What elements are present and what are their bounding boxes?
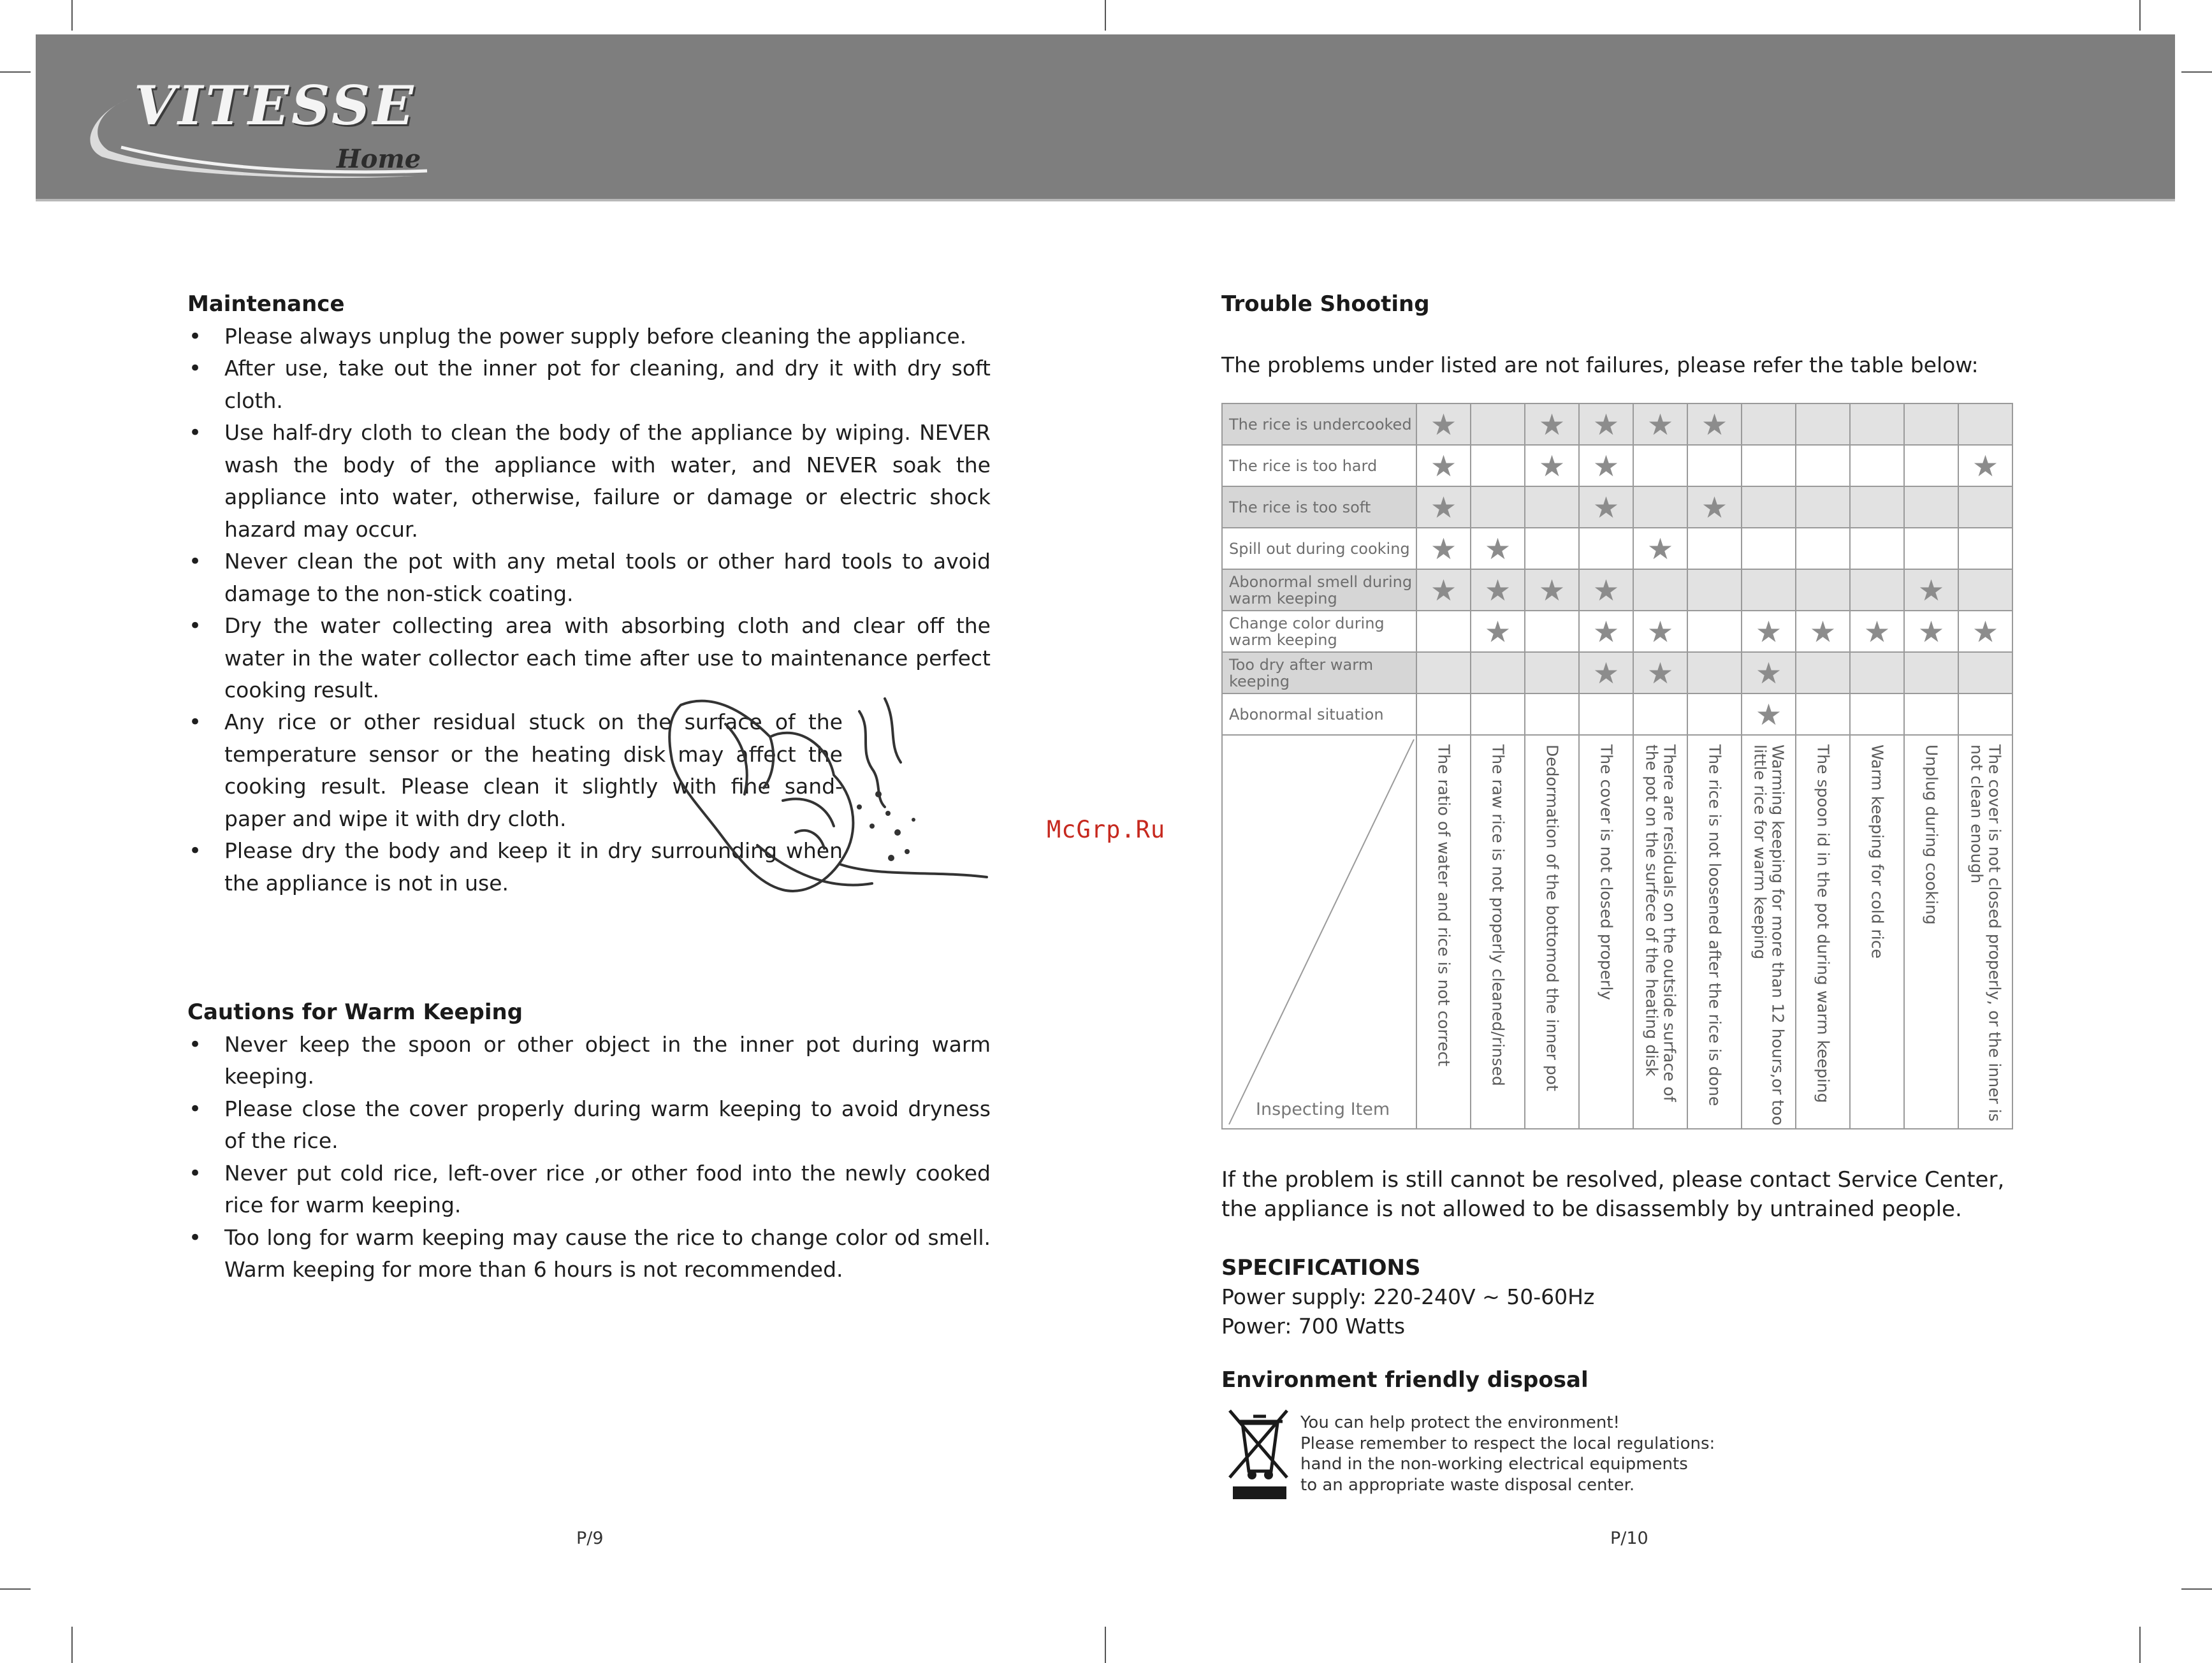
star-icon: ★ bbox=[1647, 655, 1674, 690]
table-cell bbox=[1416, 569, 1471, 611]
cause-label: Unplug during cooking bbox=[1922, 744, 1941, 925]
cause-cell bbox=[1471, 735, 1525, 1129]
table-cell bbox=[1904, 445, 1958, 486]
disposal-line: Please remember to respect the local regulations: bbox=[1300, 1434, 1715, 1453]
table-cell bbox=[1742, 694, 1796, 735]
problem-label: Abonormal smell during warm keeping bbox=[1222, 569, 1416, 611]
crop-mark bbox=[0, 1588, 31, 1590]
after-table-note: If the problem is still cannot be resolved, please contact Service Center, the appliance is not allowed to be disassembly by untrained people. bbox=[1221, 1167, 2005, 1222]
table-cell bbox=[1633, 445, 1687, 486]
table-cell bbox=[1579, 445, 1633, 486]
table-cell bbox=[1904, 611, 1958, 652]
table-cell bbox=[1416, 652, 1471, 694]
cause-cell bbox=[1958, 735, 2012, 1129]
crop-mark bbox=[71, 1627, 73, 1663]
table-cell bbox=[1471, 611, 1525, 652]
star-icon: ★ bbox=[1484, 531, 1511, 566]
star-icon: ★ bbox=[1592, 614, 1620, 649]
table-cell bbox=[1687, 403, 1742, 445]
table-cell bbox=[1796, 611, 1850, 652]
table-cell bbox=[1742, 445, 1796, 486]
list-item: • Any rice or other residual stuck on the surface of the temperature sensor or the heating disk may affect the cooking result. Please clean it slightly with fine sand-paper and wipe it with dry cloth. bbox=[187, 706, 843, 835]
brand-logo bbox=[83, 61, 440, 195]
table-cell bbox=[1742, 403, 1796, 445]
table-cell bbox=[1579, 652, 1633, 694]
crop-mark bbox=[1105, 1627, 1106, 1663]
star-icon: ★ bbox=[1755, 614, 1782, 649]
table-row bbox=[1222, 403, 2012, 445]
list-item: • Never keep the spoon or other object in the inner pot during warm keeping. bbox=[187, 1029, 991, 1093]
list-item: • Please always unplug the power supply before cleaning the appliance. bbox=[187, 321, 991, 353]
list-item: • Never put cold rice, left-over rice ,or other food into the newly cooked rice for warm keeping. bbox=[187, 1158, 991, 1222]
table-cell bbox=[1796, 652, 1850, 694]
table-cell bbox=[1416, 486, 1471, 528]
table-cell bbox=[1742, 569, 1796, 611]
cause-cell bbox=[1416, 735, 1471, 1129]
table-cell bbox=[1904, 569, 1958, 611]
table-cell bbox=[1742, 528, 1796, 569]
table-cell bbox=[1850, 652, 1904, 694]
table-cell bbox=[1416, 694, 1471, 735]
table-cell bbox=[1633, 528, 1687, 569]
disposal-line: to an appropriate waste disposal center. bbox=[1300, 1475, 1635, 1495]
table-cell bbox=[1958, 528, 2012, 569]
cause-cell bbox=[1796, 735, 1850, 1129]
table-cell bbox=[1904, 528, 1958, 569]
table-row bbox=[1222, 445, 2012, 486]
table-cell bbox=[1471, 694, 1525, 735]
cause-label: The cover is not closed properly bbox=[1597, 744, 1616, 1001]
table-cell bbox=[1471, 528, 1525, 569]
star-icon: ★ bbox=[1538, 572, 1566, 607]
table-cell bbox=[1471, 445, 1525, 486]
cause-cell bbox=[1525, 735, 1579, 1129]
table-cell bbox=[1525, 611, 1579, 652]
page-number-right: P/10 bbox=[1610, 1529, 1648, 1548]
star-icon: ★ bbox=[1430, 490, 1457, 525]
table-cell bbox=[1687, 528, 1742, 569]
list-item: • Please dry the body and keep it in dry surrounding when the appliance is not in use. bbox=[187, 835, 843, 899]
table-cell bbox=[1471, 403, 1525, 445]
table-cell bbox=[1904, 403, 1958, 445]
star-icon: ★ bbox=[1430, 572, 1457, 607]
table-cell bbox=[1958, 611, 2012, 652]
table-cell bbox=[1904, 694, 1958, 735]
disposal-title bbox=[1221, 1364, 2037, 1397]
table-cell bbox=[1958, 694, 2012, 735]
star-icon: ★ bbox=[1592, 448, 1620, 483]
table-cell bbox=[1796, 403, 1850, 445]
hand-wiping-illustration bbox=[668, 686, 1000, 922]
table-cell bbox=[1416, 403, 1471, 445]
table-row bbox=[1222, 528, 2012, 569]
page-number-left: P/9 bbox=[576, 1529, 604, 1548]
crop-mark bbox=[2181, 1588, 2212, 1590]
corner-cell bbox=[1222, 735, 1416, 1129]
table-cell bbox=[1742, 486, 1796, 528]
problem-label: Too dry after warm keeping bbox=[1222, 652, 1416, 694]
warm-keeping-list bbox=[187, 1029, 991, 1286]
star-icon: ★ bbox=[1592, 407, 1620, 442]
star-icon: ★ bbox=[1701, 407, 1728, 442]
star-icon: ★ bbox=[1972, 448, 1999, 483]
cause-cell bbox=[1633, 735, 1687, 1129]
table-cell bbox=[1687, 445, 1742, 486]
table-cell bbox=[1633, 611, 1687, 652]
table-cell bbox=[1850, 403, 1904, 445]
table-cell bbox=[1742, 611, 1796, 652]
crop-mark bbox=[71, 0, 73, 31]
table-cell bbox=[1525, 486, 1579, 528]
table-cell bbox=[1796, 445, 1850, 486]
cause-cell bbox=[1904, 735, 1958, 1129]
table-cell bbox=[1850, 528, 1904, 569]
star-icon: ★ bbox=[1484, 614, 1511, 649]
crop-mark bbox=[2139, 0, 2141, 31]
logo-subtext: Home bbox=[337, 144, 421, 174]
table-cell bbox=[1579, 486, 1633, 528]
table-row bbox=[1222, 652, 2012, 694]
table-cell bbox=[1471, 486, 1525, 528]
crop-mark bbox=[1105, 0, 1106, 31]
table-cell bbox=[1525, 403, 1579, 445]
logo-text: VITESSE bbox=[134, 74, 416, 137]
star-icon: ★ bbox=[1809, 614, 1837, 649]
specifications-section bbox=[1221, 1253, 2037, 1341]
table-cell bbox=[1958, 652, 2012, 694]
table-cell bbox=[1525, 528, 1579, 569]
table-cell bbox=[1742, 652, 1796, 694]
list-item: • Use half-dry cloth to clean the body of the appliance by wiping. NEVER wash the body of the appliance with water, and NEVER soak the appliance into water, otherwise, failure or damage or electric shock hazard may occur. bbox=[187, 417, 991, 546]
trouble-shooting-table bbox=[1221, 403, 2013, 1129]
disposal-line: hand in the non-working electrical equipments bbox=[1300, 1455, 1688, 1474]
specifications-title: SPECIFICATIONS bbox=[1221, 1255, 1421, 1281]
table-cell bbox=[1471, 569, 1525, 611]
cause-label: Warming keeping for more than 12 hours,or too little rice for warm keeping bbox=[1750, 744, 1787, 1126]
table-cell bbox=[1687, 694, 1742, 735]
trouble-shooting-intro: The problems under listed are not failures, please refer the table below: bbox=[1221, 352, 1979, 377]
table-cell bbox=[1525, 569, 1579, 611]
table-row bbox=[1222, 611, 2012, 652]
list-item: • Too long for warm keeping may cause the rice to change color od smell. Warm keeping for more than 6 hours is not recommended. bbox=[187, 1222, 991, 1286]
table-cell bbox=[1633, 569, 1687, 611]
cause-label: The ratio of water and rice is not correct bbox=[1434, 744, 1453, 1066]
warm-keeping-section bbox=[187, 996, 991, 1286]
table-cell bbox=[1687, 611, 1742, 652]
problem-label: The rice is undercooked bbox=[1222, 403, 1416, 445]
cause-label: Dedormation of the bottomod the inner pot bbox=[1543, 744, 1562, 1091]
trouble-table bbox=[1221, 403, 2012, 1141]
problem-label: The rice is too soft bbox=[1222, 486, 1416, 528]
table-cell bbox=[1796, 486, 1850, 528]
disposal-line: You can help protect the environment! bbox=[1300, 1413, 1620, 1432]
problem-label: Change color during warm keeping bbox=[1222, 611, 1416, 652]
left-column bbox=[187, 288, 991, 702]
table-cell bbox=[1579, 611, 1633, 652]
trouble-shooting-section bbox=[1221, 288, 2031, 381]
table-cell bbox=[1904, 486, 1958, 528]
star-icon: ★ bbox=[1863, 614, 1891, 649]
list-item: • Never clean the pot with any metal tools or other hard tools to avoid damage to the non-stick coating. bbox=[187, 546, 991, 610]
table-cell bbox=[1850, 445, 1904, 486]
cause-cell bbox=[1687, 735, 1742, 1129]
table-cell bbox=[1525, 694, 1579, 735]
watermark: McGrp.Ru bbox=[1047, 816, 1166, 843]
table-cell bbox=[1633, 486, 1687, 528]
problem-label: Spill out during cooking bbox=[1222, 528, 1416, 569]
maintenance-list bbox=[187, 321, 991, 702]
star-icon: ★ bbox=[1755, 697, 1782, 732]
table-cell bbox=[1958, 445, 2012, 486]
table-cell bbox=[1850, 569, 1904, 611]
table-cell bbox=[1904, 652, 1958, 694]
problem-label: The rice is too hard bbox=[1222, 445, 1416, 486]
causes-row bbox=[1222, 735, 2012, 1129]
cause-label: Warm keeping for cold rice bbox=[1868, 744, 1887, 959]
crossed-bin-icon bbox=[1226, 1407, 1290, 1503]
star-icon: ★ bbox=[1972, 614, 1999, 649]
star-icon: ★ bbox=[1430, 448, 1457, 483]
table-cell bbox=[1471, 652, 1525, 694]
inspecting-item-label: Inspecting Item bbox=[1256, 1100, 1390, 1119]
table-cell bbox=[1958, 486, 2012, 528]
crop-mark bbox=[0, 71, 31, 73]
star-icon: ★ bbox=[1647, 614, 1674, 649]
star-icon: ★ bbox=[1701, 490, 1728, 525]
star-icon: ★ bbox=[1917, 614, 1945, 649]
disposal-text bbox=[1300, 1412, 1715, 1495]
star-icon: ★ bbox=[1430, 531, 1457, 566]
cause-label: The rice is not loosened after the rice is done bbox=[1705, 744, 1724, 1107]
cause-label: There are residuals on the outside surface of the pot on the surfece of the heating disk bbox=[1642, 744, 1679, 1102]
problem-label: Abonormal situation bbox=[1222, 694, 1416, 735]
star-icon: ★ bbox=[1647, 531, 1674, 566]
table-cell bbox=[1796, 569, 1850, 611]
table-cell bbox=[1579, 528, 1633, 569]
star-icon: ★ bbox=[1538, 448, 1566, 483]
table-row bbox=[1222, 486, 2012, 528]
trouble-shooting-title: Trouble Shooting bbox=[1221, 291, 1430, 317]
crop-mark bbox=[2181, 71, 2212, 73]
table-cell bbox=[1850, 486, 1904, 528]
table-row bbox=[1222, 694, 2012, 735]
table-cell bbox=[1796, 528, 1850, 569]
table-row bbox=[1222, 569, 2012, 611]
table-cell bbox=[1579, 694, 1633, 735]
table-cell bbox=[1416, 611, 1471, 652]
table-cell bbox=[1850, 694, 1904, 735]
table-cell bbox=[1416, 445, 1471, 486]
cause-label: The spoon id in the pot during warm keeping bbox=[1814, 744, 1833, 1103]
warm-keeping-title: Cautions for Warm Keeping bbox=[187, 999, 523, 1025]
table-cell bbox=[1633, 403, 1687, 445]
power-rating: Power: 700 Watts bbox=[1221, 1314, 1406, 1339]
star-icon: ★ bbox=[1592, 490, 1620, 525]
crop-mark bbox=[2139, 1627, 2141, 1663]
star-icon: ★ bbox=[1647, 407, 1674, 442]
maintenance-title: Maintenance bbox=[187, 291, 345, 317]
table-cell bbox=[1850, 611, 1904, 652]
table-cell bbox=[1687, 486, 1742, 528]
cause-cell bbox=[1742, 735, 1796, 1129]
table-cell bbox=[1579, 569, 1633, 611]
star-icon: ★ bbox=[1592, 655, 1620, 690]
cause-label: The raw rice is not properly cleaned/rinsed bbox=[1488, 744, 1508, 1086]
star-icon: ★ bbox=[1484, 572, 1511, 607]
table-cell bbox=[1958, 569, 2012, 611]
list-item: • Dry the water collecting area with absorbing cloth and clear off the water in the water collector each time after use to maintenance perfect cooking result. bbox=[187, 610, 991, 674]
star-icon: ★ bbox=[1430, 407, 1457, 442]
table-cell bbox=[1525, 445, 1579, 486]
table-cell bbox=[1958, 403, 2012, 445]
star-icon: ★ bbox=[1538, 407, 1566, 442]
disposal-heading: Environment friendly disposal bbox=[1221, 1367, 1589, 1393]
table-cell bbox=[1525, 652, 1579, 694]
table-cell bbox=[1687, 652, 1742, 694]
table-cell bbox=[1796, 694, 1850, 735]
cause-cell bbox=[1579, 735, 1633, 1129]
table-cell bbox=[1579, 403, 1633, 445]
cause-label: The cover is not closed properly, or the inner is not clean enough bbox=[1967, 744, 2004, 1122]
star-icon: ★ bbox=[1917, 572, 1945, 607]
table-cell bbox=[1416, 528, 1471, 569]
power-supply: Power supply: 220-240V ~ 50-60Hz bbox=[1221, 1284, 1595, 1309]
table-cell bbox=[1687, 569, 1742, 611]
list-item: • After use, take out the inner pot for cleaning, and dry it with dry soft cloth. bbox=[187, 352, 991, 417]
list-item: • Please close the cover properly during warm keeping to avoid dryness of the rice. bbox=[187, 1093, 991, 1158]
cause-cell bbox=[1850, 735, 1904, 1129]
table-cell bbox=[1633, 694, 1687, 735]
star-icon: ★ bbox=[1592, 572, 1620, 607]
star-icon: ★ bbox=[1755, 655, 1782, 690]
table-cell bbox=[1633, 652, 1687, 694]
